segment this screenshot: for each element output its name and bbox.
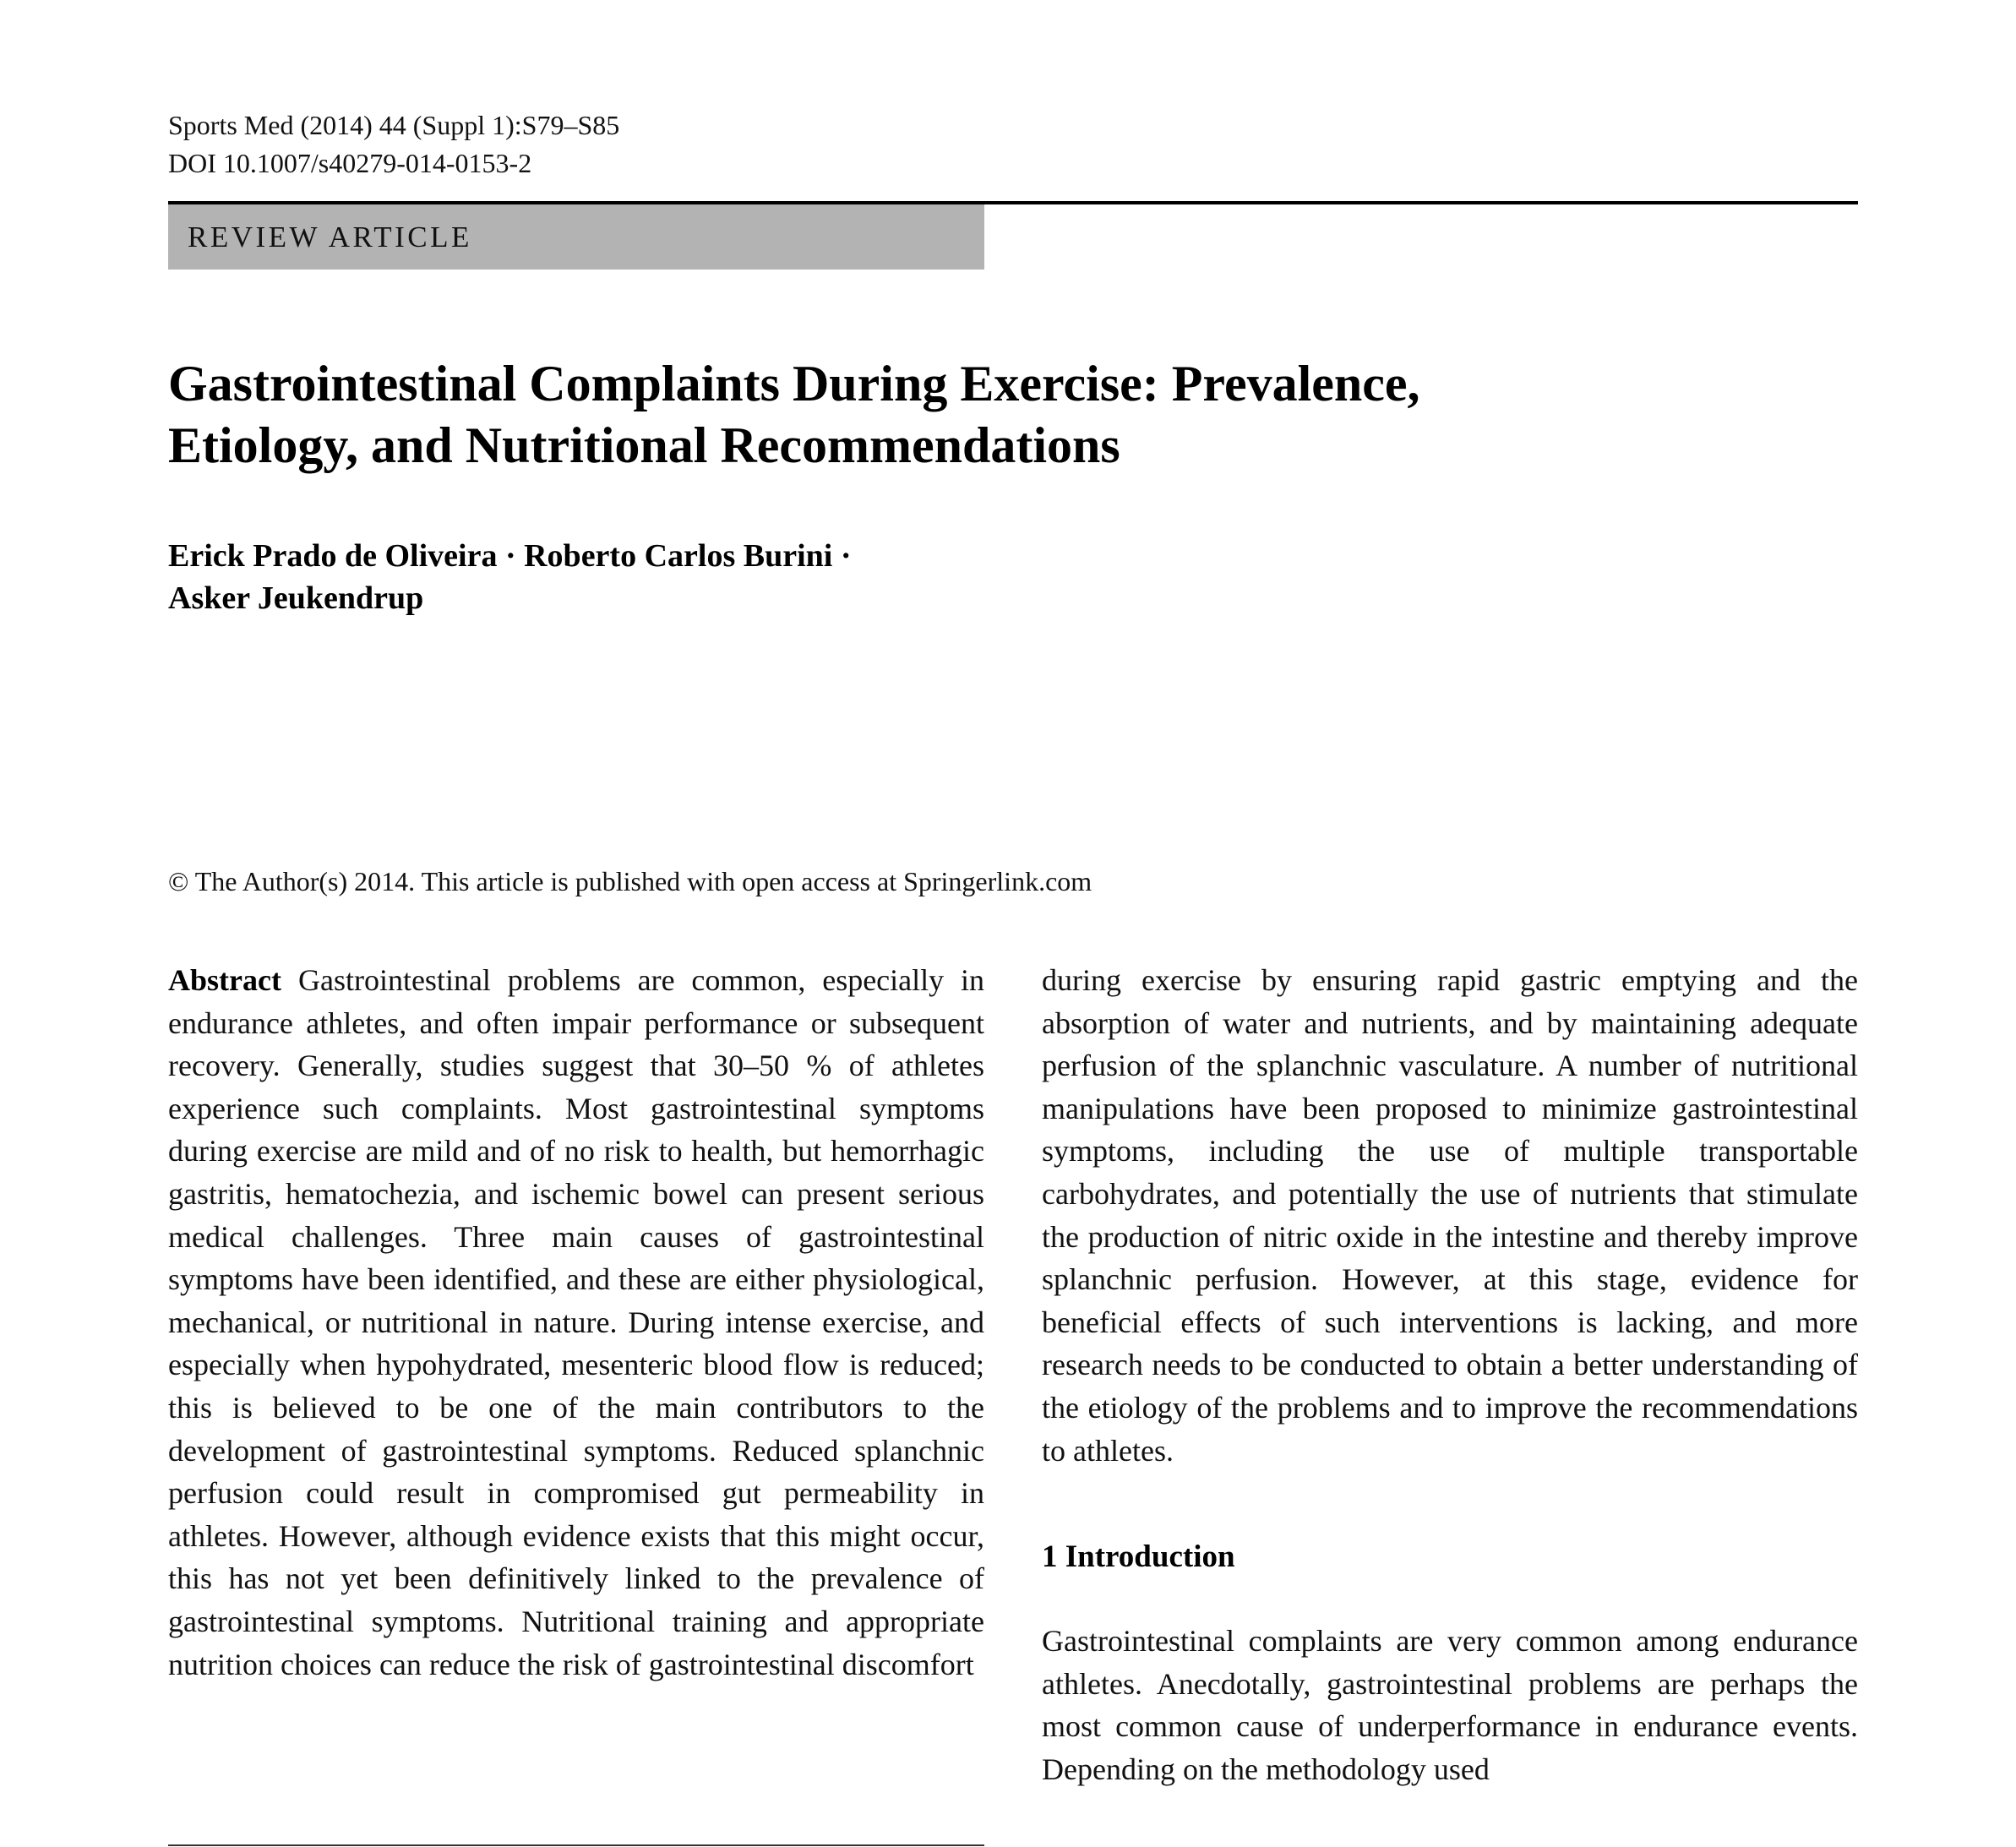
right-column [1042,959,1858,1791]
abstract-text-left: Gastrointestinal problems are common, especially in endurance athletes, and often impair performance or subsequent recovery. Generally, studies suggest that 30–50 % of athletes experience such complaints. Most gastrointestinal symptoms during exercise are mild and of no risk to health, but hemorrhagic gastritis, hematochezia, and ischemic bowel can present serious medical challenges. Three main causes of gastrointestinal symptoms have been identified, and these are either physiological, mechanical, or nutritional in nature. During intense exercise, and especially when hypohydrated, mesenteric blood flow is reduced; this is believed to be one of the main contributors to the development of gastrointestinal symptoms. Reduced splanchnic perfusion could result in compromised gut permeability in athletes. However, although evidence exists that this might occur, this has not yet been definitively linked to the prevalence of gastrointestinal symptoms. Nutritional training and appropriate nutrition choices can reduce the risk of gastrointestinal discomfort [168,963,984,1681]
article-title [168,353,1774,477]
author-line-2: Asker Jeukendrup [168,580,424,616]
abstract-continuation: during exercise by ensuring rapid gastric emptying and the absorption of water and nutrients, and by maintaining adequate perfusion of the splanchnic vasculature. A number of nutritional manipulations have been proposed to minimize gastrointestinal symptoms, including the use of multiple transportable carbohydrates, and potentially the use of nutrients that stimulate the production of nitric oxide in the intestine and thereby improve splanchnic perfusion. However, at this stage, evidence for beneficial effects of such interventions is lacking, and more research needs to be conducted to obtain a better understanding of the etiology of the problems and to improve the recommendations to athletes. [1042,963,1858,1468]
introduction-paragraph: Gastrointestinal complaints are very common among endurance athletes. Anecdotally, gastrointestinal problems are perhaps the most common cause of underperformance in endurance events. Depending on the methodology used [1042,1624,1858,1786]
journal-citation: Sports Med (2014) 44 (Suppl 1):S79–S85 [168,110,620,140]
article-title-line-2: Etiology, and Nutritional Recommendations [168,417,1120,473]
footnote-rule [168,1844,984,1846]
author-list [168,535,852,619]
abstract-label: Abstract [168,963,281,997]
article-type-band [168,204,984,270]
article-type-label: REVIEW ARTICLE [188,221,472,253]
article-title-line-1: Gastrointestinal Complaints During Exercise: Prevalence, [168,356,1420,411]
author-line-1: Erick Prado de Oliveira · Roberto Carlos Burini · [168,538,852,574]
abstract-paragraph [168,959,984,1686]
left-column [168,959,984,1686]
journal-doi: DOI 10.1007/s40279-014-0153-2 [168,148,532,178]
section-heading-introduction: 1 Introduction [1042,1539,1235,1575]
copyright-notice: © The Author(s) 2014. This article is published with open access at Springerlink.com [168,866,1092,896]
